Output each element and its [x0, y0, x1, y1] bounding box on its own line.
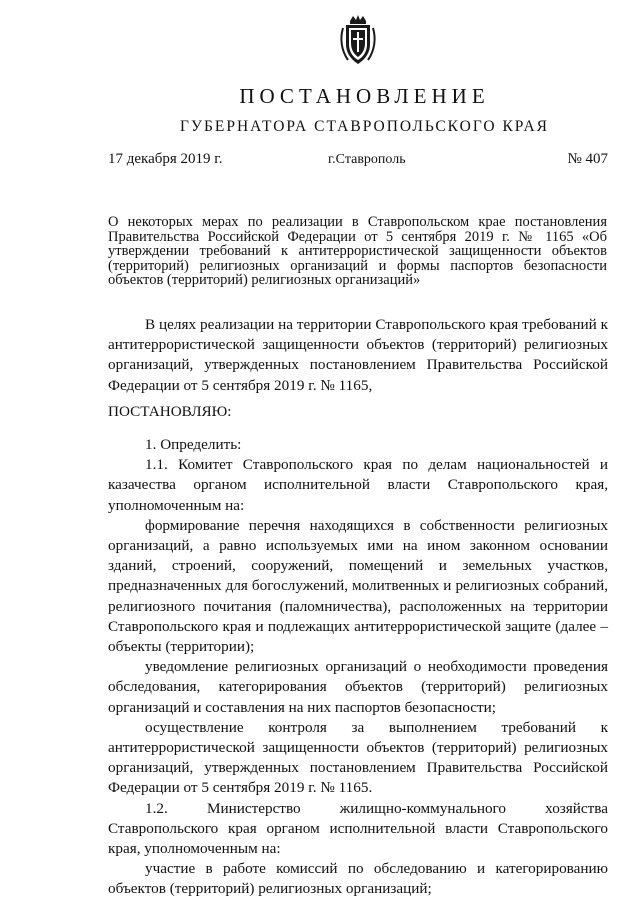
document-number: № 407 [567, 151, 608, 167]
document-city: г.Ставрополь [328, 152, 406, 167]
document-subject: О некоторых мерах по реализации в Ставропольском крае постановления Правительства Российской Федерации от 5 сентября 2019 г. № 1165 «Об утверждении требований к антитеррористической защищенности объектов (территорий) религиозных организаций и формы паспортов безопасности объектов (территорий) религиозных организаций» [108, 214, 607, 288]
list-item: участие в работе комиссий по обследованию и категорированию объектов (территорий) религиозных организаций; [108, 860, 608, 898]
list-item: 1. Определить: [145, 436, 242, 453]
document-title: ПОСТАНОВЛЕНИЕ [239, 84, 490, 108]
document-date: 17 декабря 2019 г. [108, 151, 223, 167]
preamble-paragraph: В целях реализации на территории Ставропольского края требований к антитеррористической защищенности объектов (территорий) религиозных организаций, утвержденных постановлением Правительства Российской Федерации от 5 сентября 2019 г. № 1165, [108, 316, 608, 394]
list-item: осуществление контроля за выполнением требований к антитеррористической защищенности объектов (территорий) религиозных организаций, утвержденных постановлением Правительства Российской Федерации от 5 сентября 2019 г. № 1165. [108, 718, 608, 797]
list-item: уведомление религиозных организаций о необходимости проведения обследования, категорирования объектов (территорий) религиозных организаций и составления на них паспортов безопасности; [108, 658, 608, 716]
document-issuer: ГУБЕРНАТОРА СТАВРОПОЛЬСКОГО КРАЯ [180, 118, 549, 135]
list-item: 1.1. Комитет Ставропольского края по делам национальностей и казачества органом исполнительной власти Ставропольского края, уполномоченным на: [108, 456, 608, 514]
resolve-keyword: ПОСТАНОВЛЯЮ: [108, 403, 232, 420]
list-item: формирование перечня находящихся в собственности религиозных организаций, а равно используемых ими на ином законном основании зданий, строений, сооружений, помещений и земельных участков, предназначенных для богослужений, молитвенных и религиозных собраний, религиозного почитания (паломничества), расположенных на территории Ставропольского края и подлежащих антитеррористической защите (далее – объекты (территории); [108, 516, 608, 656]
list-item: 1.2. Министерство жилищно-коммунального хозяйства Ставропольского края органом исполнительной власти Ставропольского края, уполномоченным на: [108, 799, 608, 858]
document-meta [108, 151, 608, 171]
coat-of-arms-icon [339, 14, 377, 66]
items-list [108, 435, 608, 900]
